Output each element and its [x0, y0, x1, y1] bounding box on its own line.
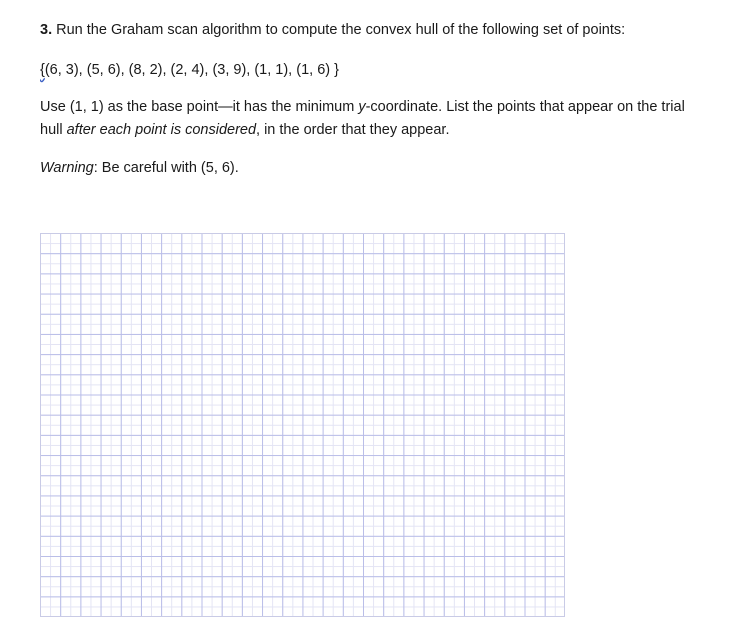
warning-label: Warning — [40, 160, 94, 176]
warning-text: : Be careful with (5, 6). — [93, 160, 239, 176]
warning-line — [40, 159, 239, 177]
instruction-line-2 — [40, 121, 450, 139]
question-number: 3. — [40, 22, 53, 38]
instruction-text-d: , in the order that they appear. — [256, 122, 450, 138]
instruction-text-b: -coordinate. List the points that appear on the trial — [365, 99, 685, 115]
graph-paper-grid[interactable] — [40, 233, 565, 617]
point-set — [40, 61, 339, 79]
instruction-italic-phrase: after each point is considered — [66, 122, 257, 138]
point-set-open-brace: { — [40, 62, 45, 78]
instruction-text-a: Use (1, 1) as the base point—it has the minimum — [40, 99, 359, 115]
instruction-italic-y: y — [358, 99, 366, 115]
instruction-line-1 — [40, 98, 685, 116]
question-prompt — [40, 21, 625, 39]
instruction-text-c: hull — [40, 122, 67, 138]
question-prompt-text: Run the Graham scan algorithm to compute the convex hull of the following set of points: — [56, 22, 626, 38]
point-set-points: (6, 3), (5, 6), (8, 2), (2, 4), (3, 9), (1, 1), (1, 6) } — [44, 62, 339, 78]
